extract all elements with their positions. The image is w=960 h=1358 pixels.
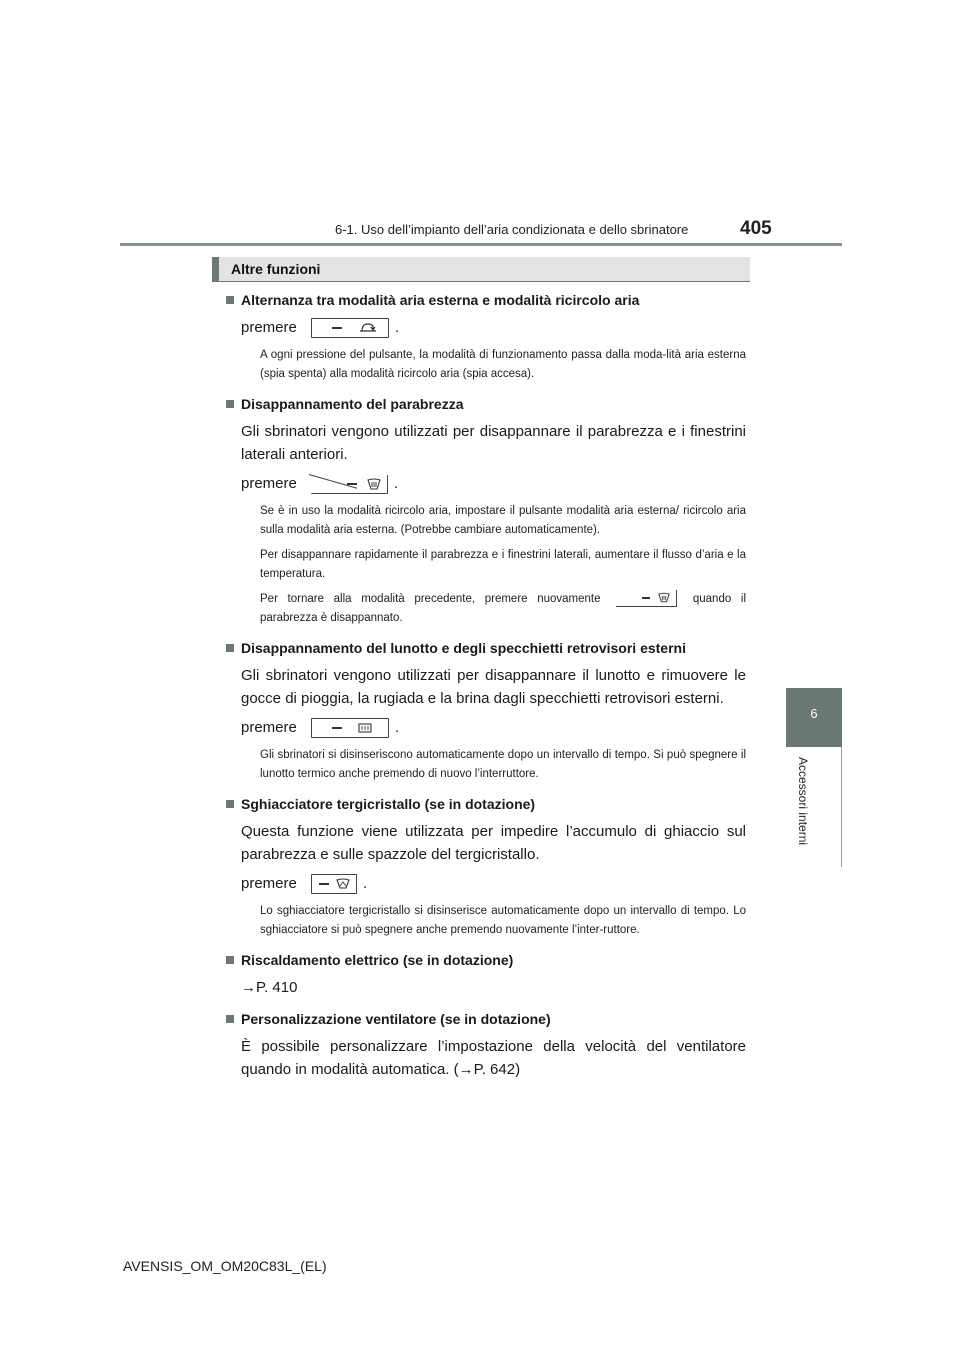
recirculation-button: [311, 318, 389, 338]
indicator-dash-icon: [332, 727, 342, 729]
item-wiper-deicer: [224, 794, 746, 940]
windshield-defrost-icon: [658, 592, 670, 603]
section-bar: [212, 257, 750, 282]
indicator-dash-icon: [332, 327, 342, 329]
indicator-dash-icon: [347, 483, 357, 485]
press-label: premere: [241, 875, 297, 892]
item-windshield-defog: [224, 394, 746, 628]
square-bullet-icon: [226, 1015, 234, 1023]
body-text: Gli sbrinatori vengono utilizzati per disappannare il parabrezza e i finestrini laterali anteriori.: [241, 423, 746, 463]
square-bullet-icon: [226, 800, 234, 808]
square-bullet-icon: [226, 400, 234, 408]
square-bullet-icon: [226, 644, 234, 652]
windshield-defrost-icon: [367, 478, 381, 490]
period: .: [395, 319, 400, 336]
item-rear-defog: [224, 638, 746, 784]
item-title: Riscaldamento elettrico (se in dotazione): [241, 952, 514, 968]
item-fan-customization: [224, 1009, 746, 1081]
note: A ogni pressione del pulsante, la modalità di funzionamento passa dalla moda-lità aria esterna (spia spenta) alla modalità ricircolo aria (spia accesa).: [260, 349, 746, 380]
wiper-deicer-button: [311, 874, 357, 894]
page-reference[interactable]: →P. 410: [241, 979, 298, 996]
press-label: premere: [241, 319, 297, 336]
body-text: Gli sbrinatori vengono utilizzati per disappannare il lunotto e rimuovere le gocce di pioggia, la rugiada e la brina dagli specchietti retrovisori esterni.: [241, 667, 746, 707]
body-text: Questa funzione viene utilizzata per impedire l’accumulo di ghiaccio sul parabrezza e sulle spazzole del tergicristallo.: [241, 823, 746, 863]
chapter-tab: 6: [786, 688, 842, 747]
page-number: 405: [740, 218, 772, 239]
rear-defrost-button: [311, 718, 389, 738]
indicator-dash-icon: [642, 597, 650, 599]
square-bullet-icon: [226, 956, 234, 964]
recirculation-icon: [358, 322, 378, 334]
note: Se è in uso la modalità ricircolo aria, impostare il pulsante modalità aria esterna/ ricircolo aria sulla modalità aria esterna. (Potrebbe cambiare automaticamente).: [260, 505, 746, 536]
item-title: Alternanza tra modalità aria esterna e modalità ricircolo aria: [241, 292, 640, 308]
rear-defrost-icon: [358, 722, 372, 734]
header-rule: [120, 243, 842, 246]
item-title: Disappannamento del lunotto e degli specchietti retrovisori esterni: [241, 640, 686, 656]
chapter-side-title: Accessori interni: [796, 757, 810, 846]
period: .: [394, 475, 399, 492]
note: Per tornare alla modalità precedente, premere nuovamente quando il parabrezza è disappannato.: [260, 590, 746, 628]
side-rule: [841, 747, 842, 867]
windshield-defrost-button-inline: [616, 590, 677, 607]
period: .: [395, 719, 400, 736]
content: [224, 284, 746, 1081]
note: Lo sghiacciatore tergicristallo si disinserisce automaticamente dopo un intervallo di tempo. Lo sghiacciatore si può spegnere anche premendo nuovamente l’inter-ruttore.: [260, 905, 746, 936]
wiper-deicer-icon: [336, 878, 350, 890]
note: Gli sbrinatori si disinseriscono automaticamente dopo un intervallo di tempo. Si può spegnere il lunotto termico anche premendo di nuovo l’interruttore.: [260, 749, 746, 780]
item-recirculation: [224, 290, 746, 384]
item-electric-heating: [224, 950, 746, 999]
item-title: Disappannamento del parabrezza: [241, 396, 464, 412]
document-code: AVENSIS_OM_OM20C83L_(EL): [123, 1258, 327, 1274]
square-bullet-icon: [226, 296, 234, 304]
section-title: Altre funzioni: [231, 261, 321, 277]
body-text: È possibile personalizzare l’impostazione della velocità del ventilatore quando in modalità automatica. (→P. 642): [241, 1038, 746, 1078]
chapter-header: 6-1. Uso dell’impianto dell’aria condizionata e dello sbrinatore: [335, 222, 689, 237]
note: Per disappannare rapidamente il parabrezza e i finestrini laterali, aumentare il flusso d’aria e la temperatura.: [260, 549, 746, 580]
press-label: premere: [241, 719, 297, 736]
indicator-dash-icon: [319, 883, 329, 885]
item-title: Sghiacciatore tergicristallo (se in dotazione): [241, 796, 536, 812]
press-label: premere: [241, 475, 297, 492]
windshield-defrost-button: [311, 475, 388, 494]
period: .: [363, 875, 368, 892]
item-title: Personalizzazione ventilatore (se in dotazione): [241, 1011, 551, 1027]
